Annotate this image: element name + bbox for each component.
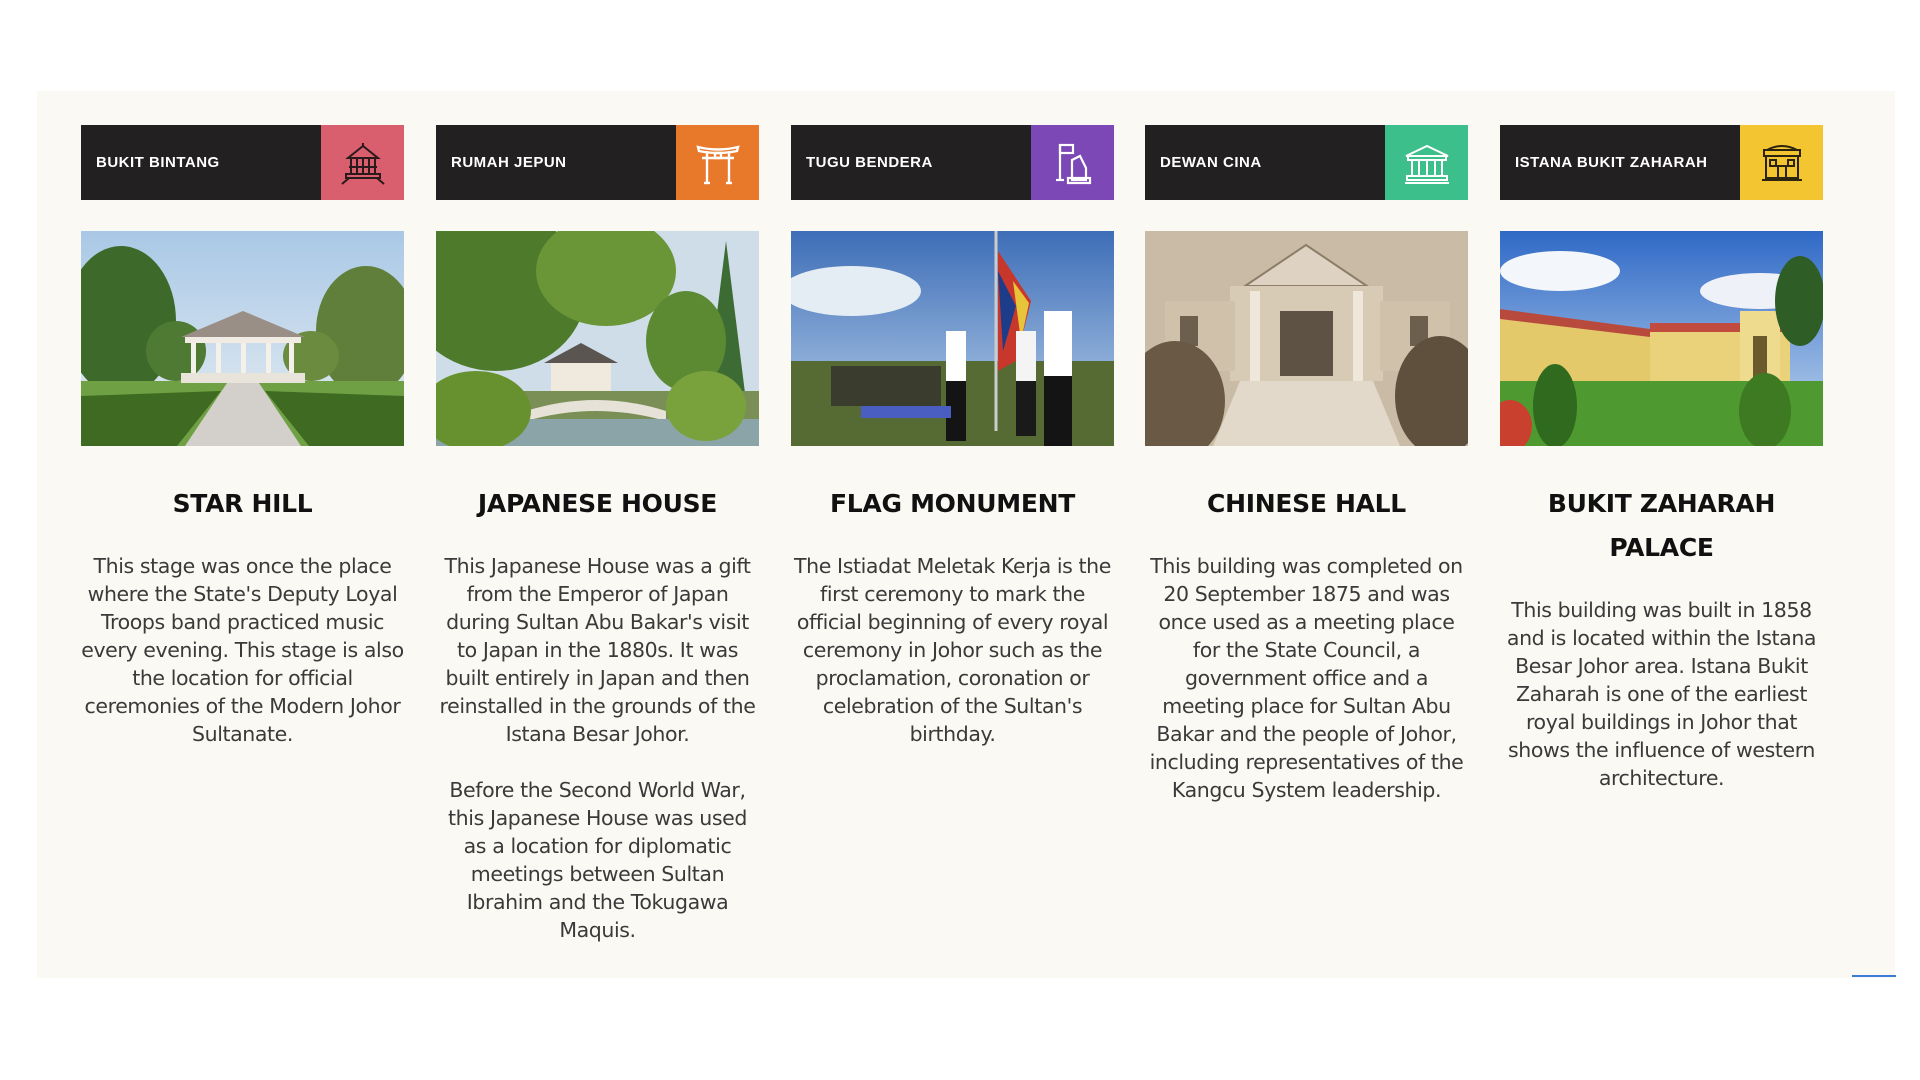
header-label: ISTANA BUKIT ZAHARAH xyxy=(1515,154,1708,171)
torii-gate-icon xyxy=(676,125,759,200)
place-description: Before the Second World War, this Japanese House was used as a location for diplomatic meetings between Sultan Ibrahim and the Tokugawa Maquis. xyxy=(448,778,747,942)
attractions-panel xyxy=(37,91,1895,978)
header-label: RUMAH JEPUN xyxy=(451,154,567,171)
palace-icon xyxy=(1740,125,1823,200)
place-title: JAPANESE HOUSE xyxy=(477,489,718,518)
place-description: This Japanese House was a gift from the Emperor of Japan during Sultan Abu Bakar's visit to Japan in the 1880s. It was built entirely in Japan and then reinstalled in the grounds of the Istana Besar Johor. xyxy=(439,554,756,746)
pavilion-icon xyxy=(321,125,404,200)
card-header[interactable] xyxy=(1145,125,1468,200)
hall-building-icon xyxy=(1385,125,1468,200)
place-title: CHINESE HALL xyxy=(1207,489,1406,518)
place-title: STAR HILL xyxy=(172,489,313,518)
place-title: FLAG MONUMENT xyxy=(830,489,1075,518)
place-description: The Istiadat Meletak Kerja is the first ceremony to mark the official beginning of every royal ceremony in Johor such as the proclamation, coronation or celebration of the Sultan's birthday. xyxy=(794,554,1111,746)
card-header[interactable] xyxy=(1500,125,1823,200)
header-label: BUKIT BINTANG xyxy=(96,154,220,171)
place-description: This building was built in 1858 and is located within the Istana Besar Johor area. Istana Bukit Zaharah is one of the earliest royal buildings in Johor that shows the influence of western architecture. xyxy=(1506,598,1817,790)
card-header[interactable] xyxy=(81,125,404,200)
star-hill-photo xyxy=(81,231,404,446)
place-description: This stage was once the place where the State's Deputy Loyal Troops band practiced music every evening. This stage is also the location for official ceremonies of the Modern Johor Sultanate. xyxy=(81,554,404,746)
attraction-card xyxy=(436,125,759,944)
card-header[interactable] xyxy=(791,125,1114,200)
place-description: This building was completed on 20 September 1875 and was once used as a meeting place for the State Council, a government office and a meeting place for Sultan Abu Bakar and the people of Johor, including representatives of the Kangcu System leadership. xyxy=(1149,554,1464,802)
chinese-hall-photo xyxy=(1145,231,1468,446)
bukit-zaharah-photo xyxy=(1500,231,1823,446)
card-header[interactable] xyxy=(436,125,759,200)
attraction-card xyxy=(81,125,404,748)
attraction-card xyxy=(1500,125,1823,792)
header-label: TUGU BENDERA xyxy=(806,154,933,171)
header-label: DEWAN CINA xyxy=(1160,154,1262,171)
flag-monument-photo xyxy=(791,231,1114,446)
flag-monument-icon xyxy=(1031,125,1114,200)
place-title: BUKIT ZAHARAH PALACE xyxy=(1547,489,1776,562)
scroll-indicator[interactable] xyxy=(1852,975,1896,977)
japanese-house-photo xyxy=(436,231,759,446)
attraction-card xyxy=(1145,125,1468,804)
attraction-card xyxy=(791,125,1114,748)
